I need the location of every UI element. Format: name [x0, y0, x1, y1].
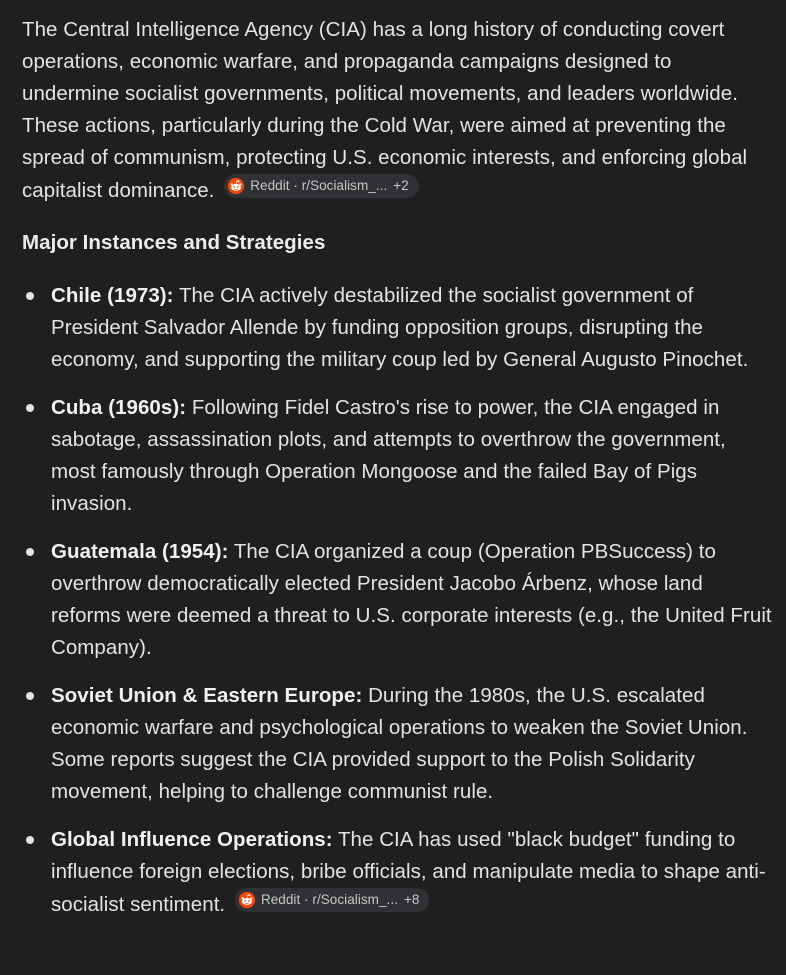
- bullet-dot: [26, 692, 34, 700]
- list-item: [22, 680, 772, 808]
- bullet-dot: [26, 548, 34, 556]
- item-title: Guatemala (1954):: [51, 540, 229, 563]
- citation-label: Reddit · r/Socialism_...: [250, 178, 388, 193]
- intro-text: The Central Intelligence Agency (CIA) has a long history of conducting covert operations, economic warfare, and propaganda campaigns designed to undermine socialist governments, political movements, and leaders worldwide. These actions, particularly during the Cold War, were aimed at preventing the spread of communism, protecting U.S. economic interests, and enforcing global capitalist dominance.: [22, 18, 748, 202]
- bullet-dot: [26, 404, 34, 412]
- item-text: During the 1980s, the U.S. escalated economic warfare and psychological operations to weaken the Soviet Union. Some reports suggest the CIA provided support to the Polish Solidarity movement, helping to challenge communist rule.: [51, 684, 748, 803]
- item-title: Chile (1973):: [51, 284, 174, 307]
- item-text: Following Fidel Castro's rise to power, the CIA engaged in sabotage, assassination plots, and attempts to overthrow the government, most famously through Operation Mongoose and the failed Bay of Pigs invasion.: [51, 396, 726, 515]
- instances-list: [22, 280, 772, 921]
- citation-count: +8: [403, 892, 420, 907]
- bullet-dot: [26, 836, 34, 844]
- list-item: [22, 392, 772, 520]
- source-citation-chip[interactable]: [224, 174, 419, 198]
- source-citation-chip[interactable]: [235, 888, 430, 912]
- citation-count: +2: [393, 178, 409, 193]
- item-title: Global Influence Operations:: [51, 828, 333, 851]
- list-item: [22, 280, 772, 376]
- item-text: The CIA actively destabilized the socialist government of President Salvador Allende by funding opposition groups, disrupting the economy, and supporting the military coup led by General Augusto Pinochet.: [51, 284, 749, 371]
- reddit-icon: [238, 891, 256, 909]
- item-text: The CIA has used "black budget" funding to influence foreign elections, bribe officials, and manipulate media to shape anti-socialist sentiment.: [51, 828, 766, 916]
- bullet-dot: [26, 292, 34, 300]
- list-item: [22, 824, 772, 921]
- list-item: [22, 536, 772, 664]
- intro-paragraph: [22, 14, 772, 207]
- section-heading: Major Instances and Strategies: [22, 231, 326, 254]
- item-text: The CIA organized a coup (Operation PBSuccess) to overthrow democratically elected President Jacobo Árbenz, whose land reforms were deemed a threat to U.S. corporate interests (e.g., the United Fruit Company).: [51, 540, 772, 659]
- item-title: Soviet Union & Eastern Europe:: [51, 684, 363, 707]
- item-title: Cuba (1960s):: [51, 396, 187, 419]
- reddit-icon: [227, 177, 245, 195]
- citation-label: Reddit · r/Socialism_...: [260, 892, 398, 907]
